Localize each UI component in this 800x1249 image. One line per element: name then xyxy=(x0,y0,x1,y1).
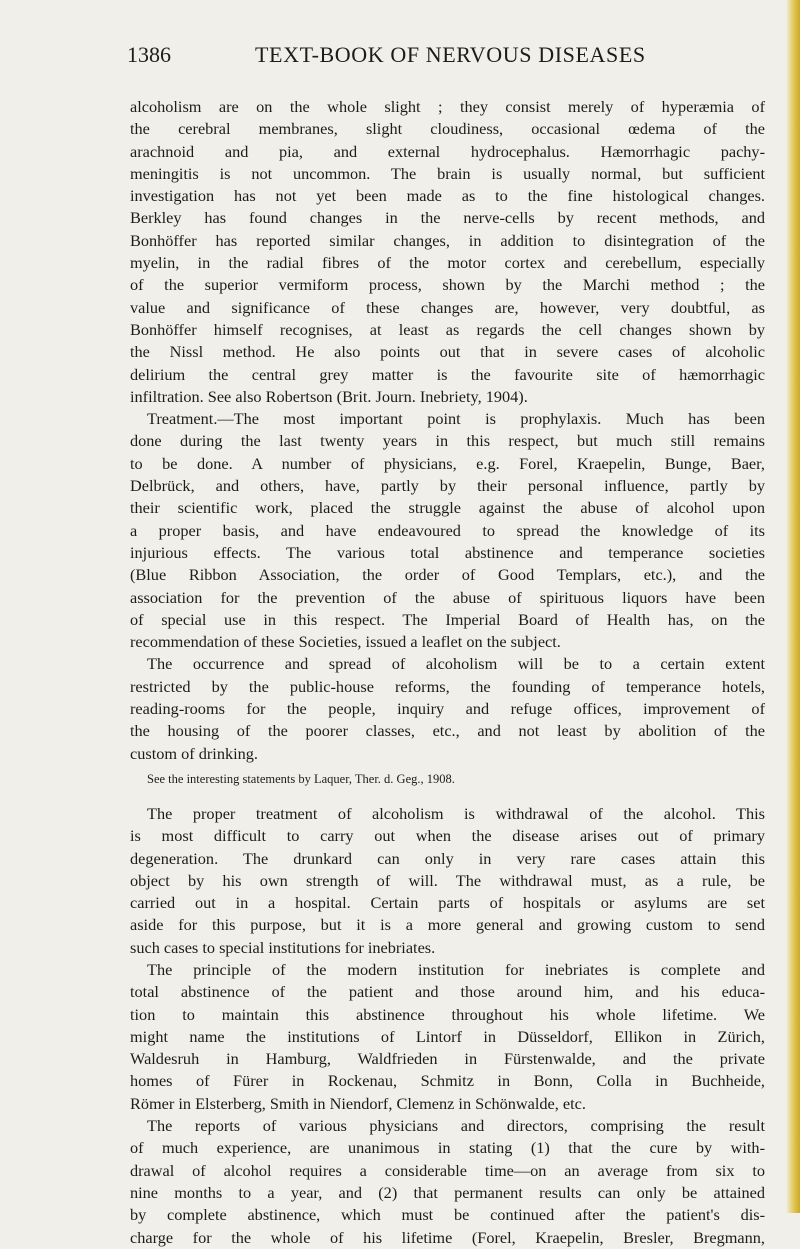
text-line: Bonhöffer himself recognises, at least as regards the cell changes shown by xyxy=(130,319,765,339)
text-line: recommendation of these Societies, issued a leaflet on the subject. xyxy=(130,632,561,652)
text-line: nine months to a year, and (2) that permanent results can only be attained xyxy=(130,1182,765,1202)
page-header xyxy=(127,42,767,74)
text-line: value and significance of these changes are, however, very doubtful, as xyxy=(130,297,765,317)
text-line: object by his own strength of will. The withdrawal must, as a rule, be xyxy=(130,870,765,890)
text-line: the Nissl method. He also points out that in severe cases of alcoholic xyxy=(130,342,765,362)
text-line: of special use in this respect. The Imperial Board of Health has, on the xyxy=(130,609,765,629)
page-number: 1386 xyxy=(127,42,171,67)
text-line: is most difficult to carry out when the disease arises out of primary xyxy=(130,826,765,846)
text-line: of the superior vermiform process, shown by the Marchi method ; the xyxy=(130,275,765,295)
text-line: Bonhöffer has reported similar changes, in addition to disintegration of the xyxy=(130,230,765,250)
text-line: done during the last twenty years in this respect, but much still remains xyxy=(130,431,765,451)
text-line: their scientific work, placed the struggle against the abuse of alcohol upon xyxy=(130,498,765,518)
text-line: myelin, in the radial fibres of the motor cortex and cerebellum, especially xyxy=(130,253,765,273)
text-line: homes of Fürer in Rockenau, Schmitz in Bonn, Colla in Buchheide, xyxy=(130,1071,765,1091)
text-line: total abstinence of the patient and those around him, and his educa- xyxy=(130,982,765,1002)
text-line: restricted by the public-house reforms, the founding of temperance hotels, xyxy=(130,676,765,696)
text-line: the cerebral membranes, slight cloudiness, occasional œdema of the xyxy=(130,119,765,139)
text-line: by complete abstinence, which must be continued after the patient's dis- xyxy=(130,1205,765,1225)
text-line: drawal of alcohol requires a considerable time—on an average from six to xyxy=(130,1160,765,1180)
text-line: aside for this purpose, but it is a more general and growing custom to send xyxy=(130,915,765,935)
text-line: the housing of the poorer classes, etc., and not least by abolition of the xyxy=(130,721,765,741)
text-line: Waldesruh in Hamburg, Waldfrieden in Fürstenwalde, and the private xyxy=(130,1049,765,1069)
text-line: reading-rooms for the people, inquiry and refuge offices, improvement of xyxy=(130,699,765,719)
text-line: Römer in Elsterberg, Smith in Niendorf, Clemenz in Schönwalde, etc. xyxy=(130,1093,586,1113)
text-line: The reports of various physicians and directors, comprising the result xyxy=(147,1116,765,1136)
text-line: degeneration. The drunkard can only in very rare cases attain this xyxy=(130,848,765,868)
text-line: charge for the whole of his lifetime (Forel, Kraepelin, Bresler, Bregmann, xyxy=(130,1227,765,1247)
text-line: infiltration. See also Robertson (Brit. Journ. Inebriety, 1904). xyxy=(130,386,528,406)
body-text xyxy=(130,96,765,1249)
text-line: association for the prevention of the abuse of spirituous liquors have been xyxy=(130,587,765,607)
text-line: carried out in a hospital. Certain parts of hospitals or asylums are set xyxy=(130,893,765,913)
text-line: to be done. A number of physicians, e.g. Forel, Kraepelin, Bunge, Baer, xyxy=(130,453,765,473)
text-line: alcoholism are on the whole slight ; they consist merely of hyperæmia of xyxy=(130,97,765,116)
text-line: Treatment.—The most important point is prophylaxis. Much has been xyxy=(147,409,765,429)
text-line: (Blue Ribbon Association, the order of Good Templars, etc.), and the xyxy=(130,565,765,585)
text-line: injurious effects. The various total abstinence and temperance societies xyxy=(130,542,765,562)
text-line: The principle of the modern institution for inebriates is complete and xyxy=(147,959,765,979)
text-line: The occurrence and spread of alcoholism will be to a certain extent xyxy=(147,654,765,674)
text-line: delirium the central grey matter is the favourite site of hæmorrhagic xyxy=(130,364,765,384)
page-edge-gilding xyxy=(786,0,800,1213)
text-line: of much experience, are unanimous in stating (1) that the cure by with- xyxy=(130,1138,765,1158)
running-head: TEXT-BOOK OF NERVOUS DISEASES xyxy=(255,42,646,67)
footnote-line: See the interesting statements by Laquer, Ther. d. Geg., 1908. xyxy=(147,771,455,786)
text-line: such cases to special institutions for inebriates. xyxy=(130,937,436,957)
text-line: a proper basis, and have endeavoured to spread the knowledge of its xyxy=(130,520,765,540)
text-line: tion to maintain this abstinence throughout his whole lifetime. We xyxy=(130,1004,765,1024)
text-line: custom of drinking. xyxy=(130,743,258,763)
text-line: investigation has not yet been made as to the fine histological changes. xyxy=(130,186,765,206)
text-line: Delbrück, and others, have, partly by their personal influence, partly by xyxy=(130,476,765,496)
text-line: meningitis is not uncommon. The brain is usually normal, but sufficient xyxy=(130,163,765,183)
text-line: arachnoid and pia, and external hydrocephalus. Hæmorrhagic pachy- xyxy=(130,141,765,161)
text-line: might name the institutions of Lintorf in Düsseldorf, Ellikon in Zürich, xyxy=(130,1026,765,1046)
text-line: The proper treatment of alcoholism is withdrawal of the alcohol. This xyxy=(147,803,765,823)
text-line: Berkley has found changes in the nerve-cells by recent methods, and xyxy=(130,208,765,228)
